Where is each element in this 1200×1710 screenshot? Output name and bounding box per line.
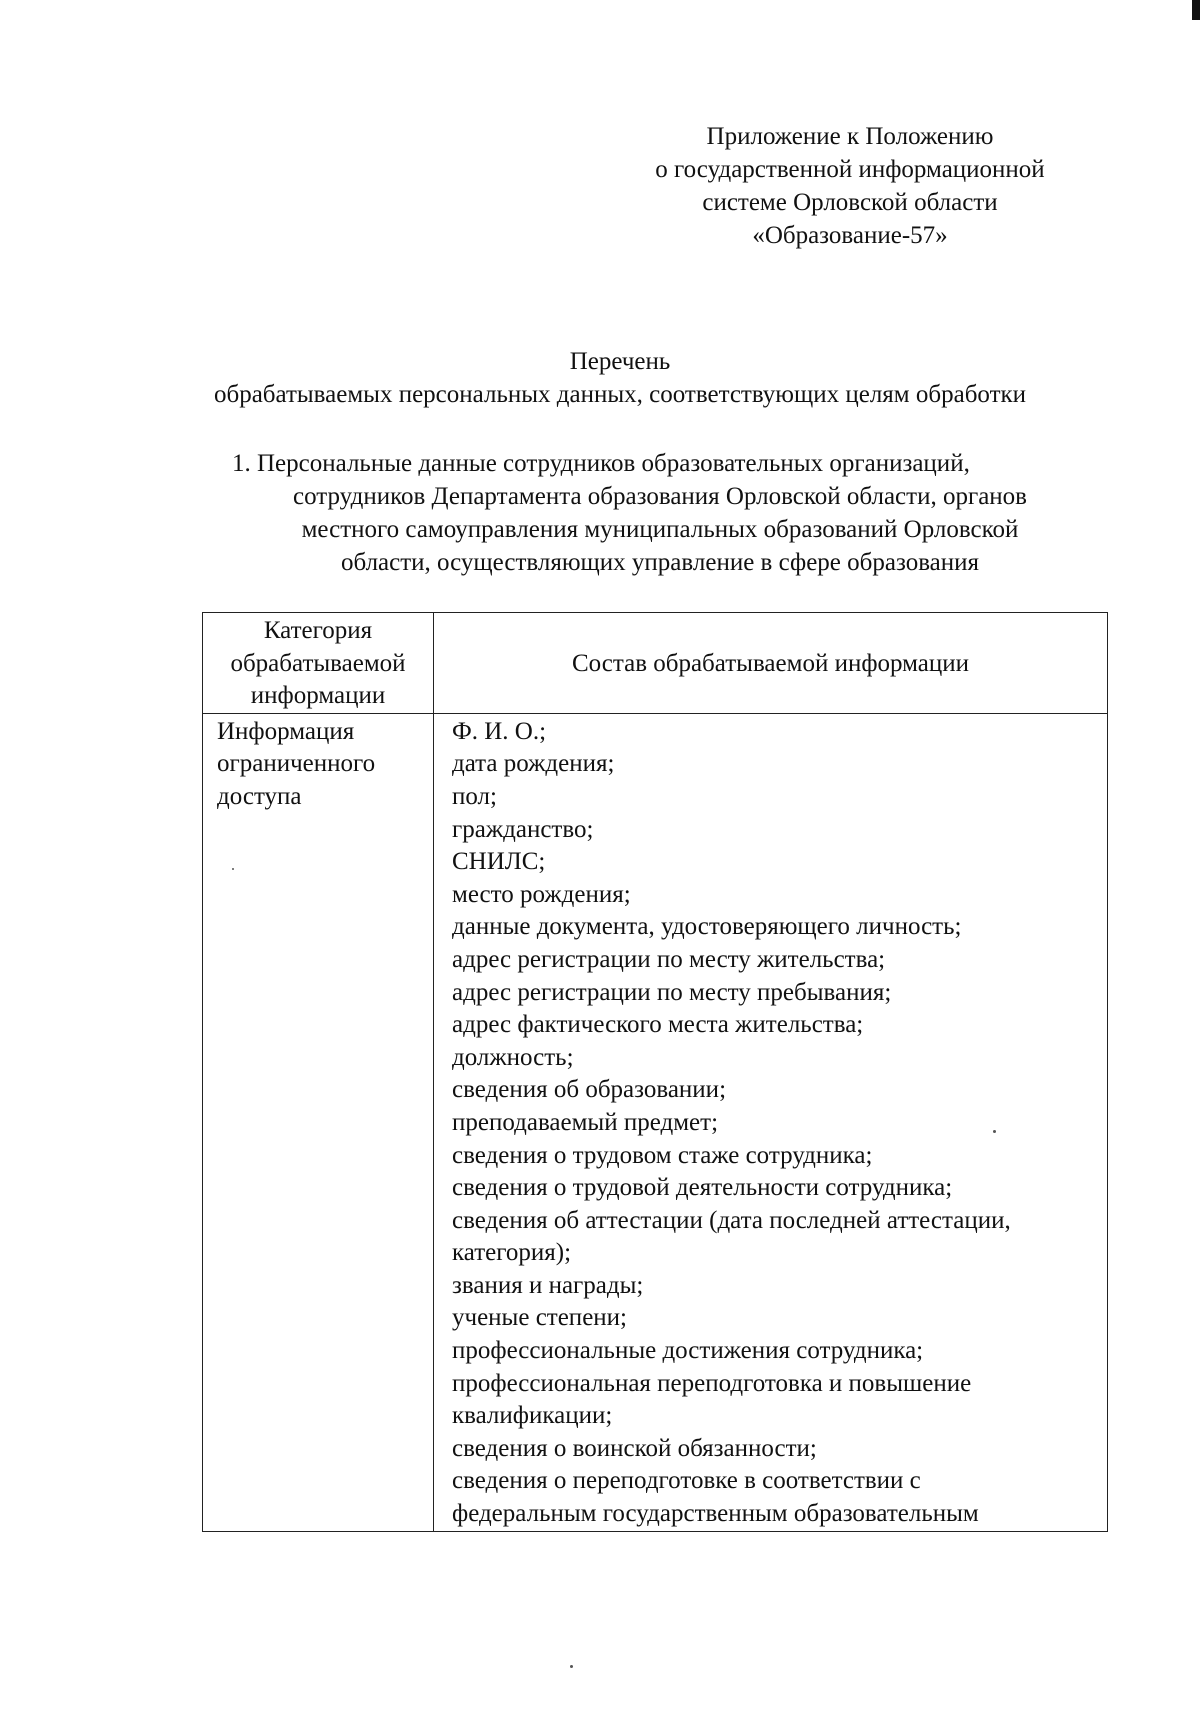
scan-corner-mark <box>1192 0 1200 20</box>
appendix-line: «Образование-57» <box>752 222 948 249</box>
document-title <box>120 345 1120 411</box>
title-line-1: Перечень <box>569 348 671 375</box>
section-heading-line: сотрудников Департамента образования Орловской области, органов <box>293 483 1027 510</box>
header-category-line: Категория <box>263 617 373 644</box>
list-item: адрес фактического места жительства; <box>452 1011 864 1039</box>
personal-data-table <box>202 612 1108 1532</box>
list-item: профессиональные достижения сотрудника; <box>452 1337 924 1365</box>
list-item: СНИЛС; <box>452 848 546 876</box>
list-item: федеральным государственным образовательным <box>452 1500 979 1528</box>
list-item: адрес регистрации по месту пребывания; <box>452 978 892 1006</box>
list-item: Ф. И. О.; <box>452 717 547 745</box>
appendix-line: системе Орловской области <box>702 189 998 216</box>
list-item: ученые степени; <box>452 1304 627 1332</box>
list-item: дата рождения; <box>452 750 615 778</box>
scan-speck <box>232 868 234 870</box>
header-content-cell: Состав обрабатываемой информации <box>434 613 1108 714</box>
category-line: доступа <box>217 782 302 810</box>
section-heading-text: Персональные данные сотрудников образовательных организаций, <box>257 450 970 477</box>
list-item: гражданство; <box>452 815 594 843</box>
header-category-cell <box>203 613 434 714</box>
section-heading-line: области, осуществляющих управление в сфере образования <box>340 549 980 576</box>
list-item: сведения о трудовом стаже сотрудника; <box>452 1141 873 1169</box>
category-cell <box>203 713 434 1531</box>
list-item: сведения о переподготовке в соответствии с <box>452 1467 921 1495</box>
list-item: сведения об образовании; <box>452 1076 727 1104</box>
header-category-line: информации <box>250 682 386 710</box>
list-item: должность; <box>452 1043 574 1071</box>
items-cell <box>434 713 1108 1531</box>
list-item: данные документа, удостоверяющего личность; <box>452 913 962 941</box>
list-item: сведения об аттестации (дата последней аттестации, <box>452 1206 1011 1234</box>
section-heading-line <box>200 447 1120 480</box>
scan-speck <box>993 1130 996 1133</box>
list-item: пол; <box>452 782 497 810</box>
appendix-header <box>600 120 1100 252</box>
list-item: преподаваемый предмет; <box>452 1108 719 1136</box>
list-item: звания и награды; <box>452 1271 644 1299</box>
list-item: место рождения; <box>452 880 631 908</box>
table-row <box>203 713 1108 1531</box>
appendix-line: Приложение к Положению <box>706 123 994 150</box>
table-header-row <box>203 613 1108 714</box>
list-item: сведения о воинской обязанности; <box>452 1434 817 1462</box>
list-item: профессиональная переподготовка и повышение <box>452 1369 972 1397</box>
list-item: квалификации; <box>452 1402 613 1430</box>
list-item: категория); <box>452 1239 572 1267</box>
title-line-2: обрабатываемых персональных данных, соответствующих целям обработки <box>213 381 1027 408</box>
section-number: 1. <box>232 450 251 477</box>
appendix-line: о государственной информационной <box>655 156 1045 183</box>
category-line: Информация <box>217 717 355 745</box>
list-item: сведения о трудовой деятельности сотрудника; <box>452 1174 953 1202</box>
header-category-line: обрабатываемой <box>230 649 406 677</box>
scan-speck <box>570 1665 573 1668</box>
section-heading-line: местного самоуправления муниципальных образований Орловской <box>301 516 1019 543</box>
list-item: адрес регистрации по месту жительства; <box>452 945 886 973</box>
category-line: ограниченного <box>217 750 376 778</box>
section-heading <box>200 447 1120 579</box>
